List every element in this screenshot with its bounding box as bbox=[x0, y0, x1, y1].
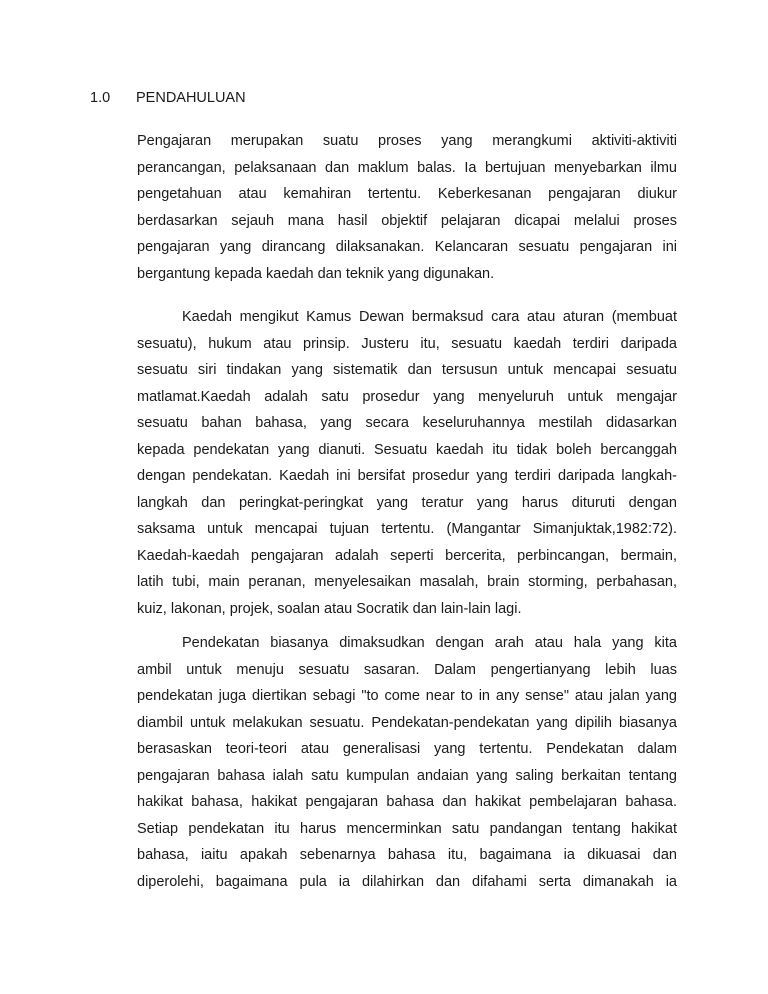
paragraph-1 bbox=[137, 128, 677, 287]
paragraph-line: diperolehi, bagaimana pula ia dilahirkan dan difahami serta dimanakah ia bbox=[137, 873, 677, 890]
paragraph-line: bergantung kepada kaedah dan teknik yang digunakan. bbox=[137, 265, 495, 282]
paragraph-line: sesuatu bahan bahasa, yang secara keseluruhannya mestilah didasarkan bbox=[137, 415, 677, 431]
paragraph-3 bbox=[137, 630, 677, 895]
paragraph-line: pengajaran yang dirancang dilaksanakan. Kelancaran sesuatu pengajaran ini bbox=[137, 239, 677, 255]
paragraph-line: perancangan, pelaksanaan dan maklum balas. Ia bertujuan menyebarkan ilmu bbox=[137, 159, 677, 176]
paragraph-line: pendekatan juga diertikan sebagi "to come near to in any sense" atau jalan yang bbox=[137, 688, 677, 704]
paragraph-line: Kaedah-kaedah pengajaran adalah seperti bercerita, perbincangan, bermain, bbox=[137, 547, 677, 564]
paragraph-2 bbox=[137, 304, 677, 622]
paragraph-line: ambil untuk menuju sesuatu sasaran. Dalam pengertianyang lebih luas bbox=[137, 661, 677, 678]
paragraph-line: diambil untuk melakukan sesuatu. Pendekatan-pendekatan yang dipilih biasanya bbox=[137, 714, 677, 731]
paragraph-line: latih tubi, main peranan, menyelesaikan masalah, brain storming, perbahasan, bbox=[137, 574, 677, 590]
paragraph-line: kuiz, lakonan, projek, soalan atau Socratik dan lain-lain lagi. bbox=[137, 600, 522, 617]
paragraph-line: pengetahuan atau kemahiran tertentu. Keberkesanan pengajaran diukur bbox=[137, 186, 677, 202]
paragraph-line: Setiap pendekatan itu harus mencerminkan satu pandangan tentang hakikat bbox=[137, 820, 677, 837]
section-title: PENDAHULUAN bbox=[136, 90, 246, 106]
paragraph-line: berasaskan teori-teori atau generalisasi yang tertentu. Pendekatan dalam bbox=[137, 741, 677, 757]
paragraph-line: hakikat bahasa, hakikat pengajaran bahasa dan hakikat pembelajaran bahasa. bbox=[137, 794, 677, 810]
paragraph-line: Pengajaran merupakan suatu proses yang merangkumi aktiviti-aktiviti bbox=[137, 133, 677, 149]
paragraph-line: kepada pendekatan yang dianuti. Sesuatu kaedah itu tidak boleh bercanggah bbox=[137, 441, 677, 458]
paragraph-line: Pendekatan biasanya dimaksudkan dengan arah atau hala yang kita bbox=[182, 635, 677, 651]
paragraph-line: pengajaran bahasa ialah satu kumpulan andaian yang saling berkaitan tentang bbox=[137, 767, 677, 784]
paragraph-line: sesuatu), hukum atau prinsip. Justeru itu, sesuatu kaedah terdiri daripada bbox=[137, 335, 677, 352]
section-number: 1.0 bbox=[90, 90, 111, 106]
section-heading bbox=[90, 90, 246, 106]
paragraph-line: dengan pendekatan. Kaedah ini bersifat prosedur yang terdiri daripada langkah- bbox=[137, 468, 677, 484]
paragraph-line: bahasa, iaitu apakah sebenarnya bahasa itu, bagaimana ia dikuasai dan bbox=[137, 847, 677, 863]
paragraph-line: sesuatu siri tindakan yang sistematik dan tersusun untuk mencapai sesuatu bbox=[137, 362, 677, 378]
paragraph-line: matlamat.Kaedah adalah satu prosedur yang menyeluruh untuk mengajar bbox=[137, 388, 677, 405]
paragraph-line: Kaedah mengikut Kamus Dewan bermaksud cara atau aturan (membuat bbox=[182, 309, 677, 325]
paragraph-line: berdasarkan sejauh mana hasil objektif pelajaran dicapai melalui proses bbox=[137, 212, 677, 229]
paragraph-line: langkah dan peringkat-peringkat yang teratur yang harus dituruti dengan bbox=[137, 494, 677, 511]
paragraph-line: saksama untuk mencapai tujuan tertentu. (Mangantar Simanjuktak,1982:72). bbox=[137, 521, 677, 537]
